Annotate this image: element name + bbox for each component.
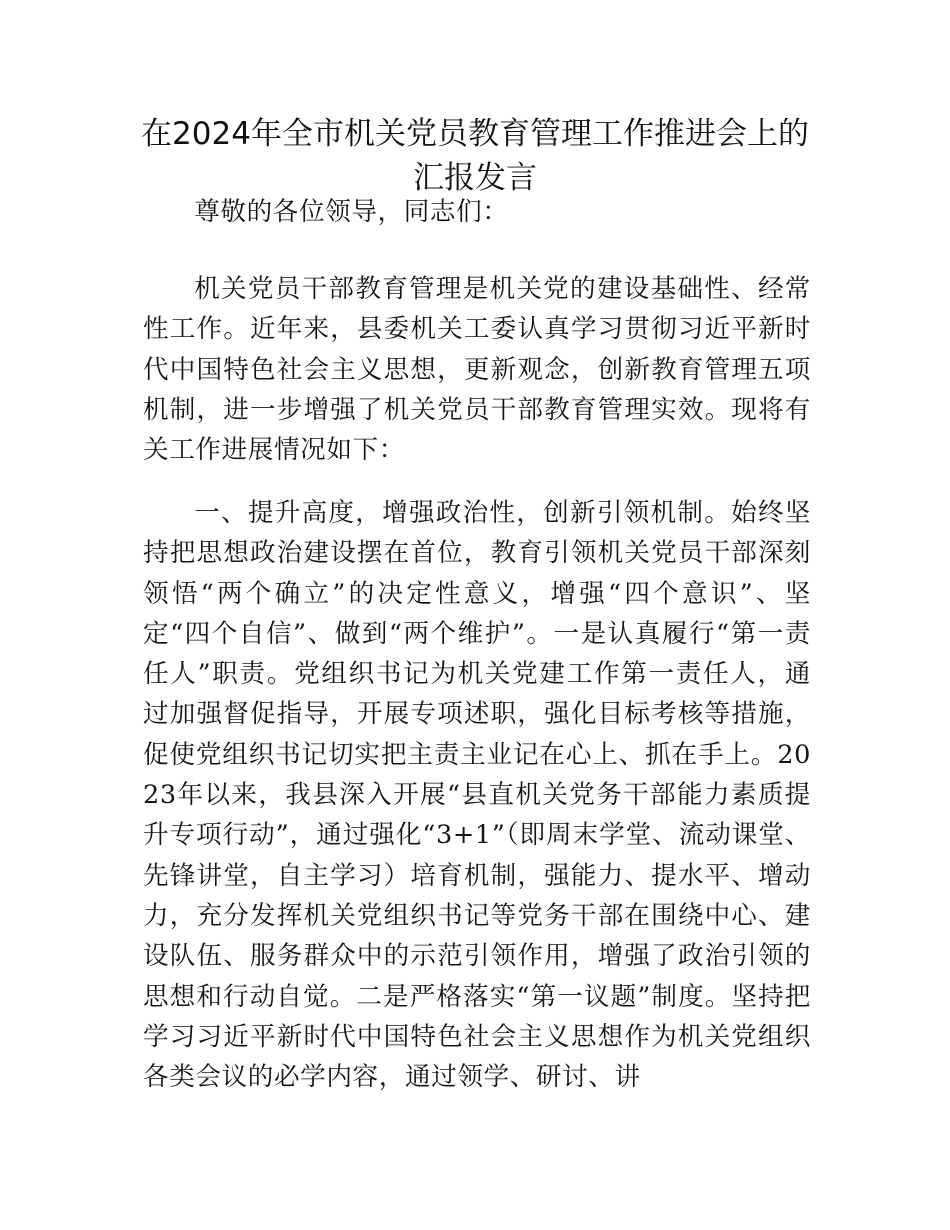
salutation: 尊敬的各位领导，同志们： (194, 197, 509, 227)
document-title: 在2024年全市机关党员教育管理工作推进会上的汇报发言 (141, 116, 809, 196)
paragraph-intro: 机关党员干部教育管理是机关党的建设基础性、经常性工作。近年来，县委机关工委认真学习贯彻习近平新时代中国特色社会主义思想，更新观念，创新教育管理五项机制，进一步增强了机关党员干部教育管理实效。现将有关工作进展情况如下： (143, 274, 811, 466)
paragraph-section-one: 一、提升高度，增强政治性，创新引领机制。始终坚持把思想政治建设摆在首位，教育引领机关党员干部深刻领悟“两个确立”的决定性意义，增强“四个意识”、坚定“四个自信”、做到“两个维护”。一是认真履行“第一责任人”职责。党组织书记为机关党建工作第一责任人，通过加强督促指导，开展专项述职，强化目标考核等措施，促使党组织书记切实把主责主业记在心上、抓在手上。2023年以来，我县深入开展“县直机关党务干部能力素质提升专项行动”，通过强化“3+1”（即周末学堂、流动课堂、先锋讲堂，自主学习）培育机制，强能力、提水平、增动力，充分发挥机关党组织书记等党务干部在围绕中心、建设队伍、服务群众中的示范引领作用，增强了政治引领的思想和行动自觉。二是严格落实“第一议题”制度。坚持把学习习近平新时代中国特色社会主义思想作为机关党组织各类会议的必学内容，通过领学、研讨、讲 (143, 498, 811, 1093)
